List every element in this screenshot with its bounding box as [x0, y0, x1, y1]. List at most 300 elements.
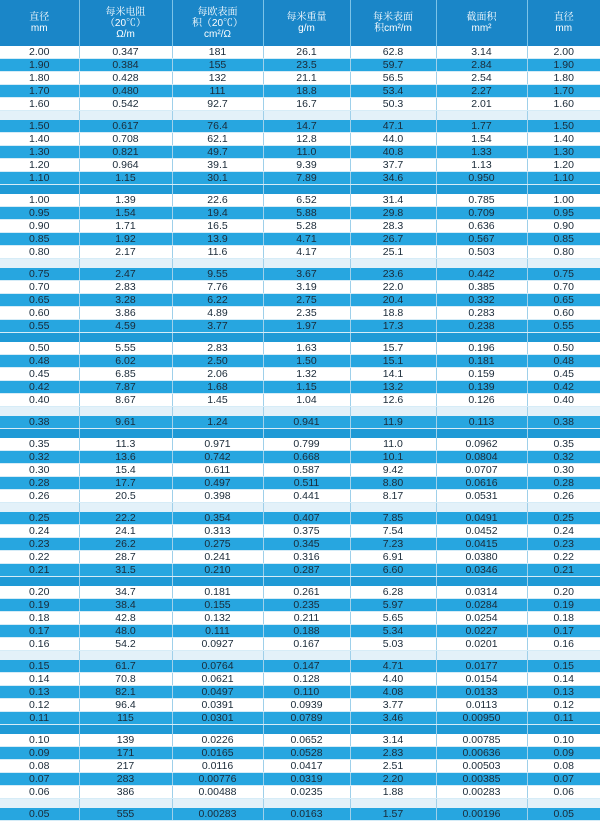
separator-cell — [350, 799, 436, 809]
cell-cross-section: 2.01 — [436, 98, 527, 111]
cell-cross-section: 3.14 — [436, 46, 527, 59]
group-separator — [0, 503, 600, 513]
separator-cell — [436, 259, 527, 269]
cell-cross-section: 1.33 — [436, 146, 527, 159]
cell-surface-per-meter: 8.17 — [350, 490, 436, 503]
cell-weight: 11.0 — [263, 146, 350, 159]
cell-resistance: 6.85 — [79, 368, 172, 381]
cell-diameter-right: 0.85 — [527, 233, 600, 246]
cell-weight: 0.511 — [263, 477, 350, 490]
separator-cell — [350, 429, 436, 439]
cell-diameter-right: 0.09 — [527, 747, 600, 760]
cell-cross-section: 2.84 — [436, 59, 527, 72]
cell-diameter: 2.00 — [0, 46, 79, 59]
cell-surface-per-ohm: 111 — [172, 85, 263, 98]
cell-surface-per-meter: 47.1 — [350, 120, 436, 133]
cell-weight: 12.8 — [263, 133, 350, 146]
separator-cell — [172, 799, 263, 809]
cell-diameter-right: 0.08 — [527, 760, 600, 773]
cell-cross-section: 0.0177 — [436, 660, 527, 673]
cell-diameter-right: 1.60 — [527, 98, 600, 111]
cell-surface-per-meter: 18.8 — [350, 307, 436, 320]
cell-surface-per-ohm: 0.111 — [172, 625, 263, 638]
header-line: 每米表面 — [373, 12, 413, 23]
cell-surface-per-ohm: 0.398 — [172, 490, 263, 503]
cell-surface-per-ohm: 0.497 — [172, 477, 263, 490]
separator-cell — [172, 111, 263, 121]
cell-cross-section: 0.442 — [436, 268, 527, 281]
cell-surface-per-ohm: 2.50 — [172, 355, 263, 368]
group-separator — [0, 429, 600, 439]
cell-weight: 0.188 — [263, 625, 350, 638]
cell-surface-per-ohm: 0.275 — [172, 538, 263, 551]
cell-diameter-right: 1.80 — [527, 72, 600, 85]
cell-weight: 0.261 — [263, 586, 350, 599]
cell-resistance: 42.8 — [79, 612, 172, 625]
cell-cross-section: 0.0415 — [436, 538, 527, 551]
separator-cell — [350, 333, 436, 343]
cell-resistance: 0.617 — [79, 120, 172, 133]
cell-cross-section: 0.0254 — [436, 612, 527, 625]
cell-diameter-right: 1.70 — [527, 85, 600, 98]
cell-resistance: 48.0 — [79, 625, 172, 638]
cell-surface-per-ohm: 0.0497 — [172, 686, 263, 699]
cell-weight: 0.0163 — [263, 808, 350, 821]
cell-cross-section: 0.0284 — [436, 599, 527, 612]
cell-resistance: 17.7 — [79, 477, 172, 490]
cell-resistance: 3.86 — [79, 307, 172, 320]
cell-surface-per-meter: 31.4 — [350, 194, 436, 207]
cell-diameter: 1.00 — [0, 194, 79, 207]
separator-cell — [527, 407, 600, 417]
separator-cell — [172, 429, 263, 439]
cell-weight: 9.39 — [263, 159, 350, 172]
cell-diameter: 1.60 — [0, 98, 79, 111]
table-row — [0, 564, 600, 577]
cell-diameter-right: 0.10 — [527, 734, 600, 747]
separator-cell — [527, 577, 600, 587]
cell-diameter: 1.90 — [0, 59, 79, 72]
separator-cell — [263, 259, 350, 269]
separator-cell — [436, 651, 527, 661]
cell-surface-per-meter: 4.08 — [350, 686, 436, 699]
cell-diameter-right: 0.06 — [527, 786, 600, 799]
separator-cell — [79, 259, 172, 269]
cell-diameter: 0.08 — [0, 760, 79, 773]
cell-surface-per-meter: 3.77 — [350, 699, 436, 712]
table-row — [0, 638, 600, 651]
separator-cell — [436, 725, 527, 735]
cell-weight: 0.0939 — [263, 699, 350, 712]
cell-surface-per-ohm: 39.1 — [172, 159, 263, 172]
cell-weight: 0.0652 — [263, 734, 350, 747]
cell-surface-per-ohm: 0.0301 — [172, 712, 263, 725]
cell-surface-per-ohm: 11.6 — [172, 246, 263, 259]
cell-diameter-right: 0.40 — [527, 394, 600, 407]
cell-surface-per-ohm: 181 — [172, 46, 263, 59]
cell-resistance: 5.55 — [79, 342, 172, 355]
table-row — [0, 281, 600, 294]
cell-surface-per-ohm: 30.1 — [172, 172, 263, 185]
header-line: 每欧表面 — [197, 6, 238, 18]
header-line: Ω/m — [116, 28, 135, 40]
cell-resistance: 2.17 — [79, 246, 172, 259]
cell-surface-per-meter: 2.20 — [350, 773, 436, 786]
cell-weight: 0.0417 — [263, 760, 350, 773]
cell-diameter-right: 0.38 — [527, 416, 600, 429]
cell-diameter-right: 0.70 — [527, 281, 600, 294]
cell-diameter-right: 0.15 — [527, 660, 600, 673]
cell-weight: 1.97 — [263, 320, 350, 333]
group-separator — [0, 111, 600, 121]
header-line: 每米电阻 — [105, 6, 146, 18]
cell-diameter-right: 0.80 — [527, 246, 600, 259]
cell-surface-per-ohm: 0.0764 — [172, 660, 263, 673]
cell-diameter: 0.42 — [0, 381, 79, 394]
cell-cross-section: 0.332 — [436, 294, 527, 307]
header-resistance-per-meter — [79, 0, 172, 46]
cell-cross-section: 0.709 — [436, 207, 527, 220]
separator-cell — [436, 577, 527, 587]
cell-weight: 4.17 — [263, 246, 350, 259]
separator-cell — [172, 259, 263, 269]
cell-surface-per-meter: 6.28 — [350, 586, 436, 599]
cell-diameter: 1.80 — [0, 72, 79, 85]
cell-resistance: 54.2 — [79, 638, 172, 651]
group-separator — [0, 651, 600, 661]
cell-weight: 14.7 — [263, 120, 350, 133]
cell-diameter: 0.45 — [0, 368, 79, 381]
cell-diameter: 0.17 — [0, 625, 79, 638]
cell-diameter: 1.40 — [0, 133, 79, 146]
cell-diameter-right: 1.10 — [527, 172, 600, 185]
cell-diameter: 0.40 — [0, 394, 79, 407]
cell-resistance: 15.4 — [79, 464, 172, 477]
cell-cross-section: 0.0346 — [436, 564, 527, 577]
table-row — [0, 381, 600, 394]
cell-resistance: 139 — [79, 734, 172, 747]
cell-diameter: 0.18 — [0, 612, 79, 625]
cell-cross-section: 0.00503 — [436, 760, 527, 773]
cell-surface-per-ohm: 6.22 — [172, 294, 263, 307]
header-cross-section — [436, 0, 527, 46]
cell-weight: 0.167 — [263, 638, 350, 651]
separator-cell — [263, 577, 350, 587]
cell-diameter: 0.80 — [0, 246, 79, 259]
cell-diameter-right: 0.21 — [527, 564, 600, 577]
separator-cell — [79, 799, 172, 809]
separator-cell — [350, 407, 436, 417]
cell-diameter-right: 0.55 — [527, 320, 600, 333]
table-row — [0, 438, 600, 451]
cell-weight: 0.147 — [263, 660, 350, 673]
header-line: 积cm²/m — [374, 23, 412, 34]
cell-cross-section: 0.0133 — [436, 686, 527, 699]
cell-diameter: 0.09 — [0, 747, 79, 760]
cell-resistance: 0.347 — [79, 46, 172, 59]
cell-surface-per-meter: 4.71 — [350, 660, 436, 673]
cell-resistance: 386 — [79, 786, 172, 799]
separator-cell — [79, 185, 172, 195]
separator-cell — [0, 651, 79, 661]
cell-surface-per-meter: 10.1 — [350, 451, 436, 464]
header-diameter-mm-right — [527, 0, 600, 46]
separator-cell — [527, 429, 600, 439]
cell-resistance: 1.71 — [79, 220, 172, 233]
cell-surface-per-meter: 25.1 — [350, 246, 436, 259]
cell-weight: 0.407 — [263, 512, 350, 525]
cell-diameter: 0.55 — [0, 320, 79, 333]
table-row — [0, 355, 600, 368]
table-row — [0, 808, 600, 821]
cell-surface-per-meter: 7.85 — [350, 512, 436, 525]
cell-resistance: 171 — [79, 747, 172, 760]
separator-cell — [263, 651, 350, 661]
cell-surface-per-meter: 5.03 — [350, 638, 436, 651]
cell-resistance: 28.7 — [79, 551, 172, 564]
group-separator — [0, 259, 600, 269]
cell-surface-per-ohm: 0.0226 — [172, 734, 263, 747]
cell-weight: 0.110 — [263, 686, 350, 699]
separator-cell — [79, 577, 172, 587]
cell-resistance: 20.5 — [79, 490, 172, 503]
table-row — [0, 551, 600, 564]
cell-cross-section: 0.0227 — [436, 625, 527, 638]
cell-surface-per-meter: 20.4 — [350, 294, 436, 307]
table-row — [0, 734, 600, 747]
cell-diameter-right: 0.24 — [527, 525, 600, 538]
cell-diameter: 0.19 — [0, 599, 79, 612]
cell-resistance: 2.47 — [79, 268, 172, 281]
cell-diameter-right: 1.40 — [527, 133, 600, 146]
cell-cross-section: 0.0380 — [436, 551, 527, 564]
cell-weight: 0.211 — [263, 612, 350, 625]
cell-surface-per-meter: 4.40 — [350, 673, 436, 686]
header-line: （20℃） — [104, 17, 147, 29]
separator-cell — [263, 333, 350, 343]
separator-cell — [350, 651, 436, 661]
cell-diameter-right: 1.50 — [527, 120, 600, 133]
cell-weight: 0.0528 — [263, 747, 350, 760]
cell-diameter-right: 0.65 — [527, 294, 600, 307]
cell-resistance: 4.59 — [79, 320, 172, 333]
table-row — [0, 172, 600, 185]
header-diameter-mm — [0, 0, 79, 46]
cell-resistance: 38.4 — [79, 599, 172, 612]
cell-diameter-right: 0.32 — [527, 451, 600, 464]
cell-diameter: 0.35 — [0, 438, 79, 451]
cell-weight: 1.04 — [263, 394, 350, 407]
cell-cross-section: 0.00283 — [436, 786, 527, 799]
cell-cross-section: 0.283 — [436, 307, 527, 320]
cell-diameter: 0.05 — [0, 808, 79, 821]
cell-cross-section: 0.196 — [436, 342, 527, 355]
cell-cross-section: 0.567 — [436, 233, 527, 246]
cell-surface-per-ohm: 0.0927 — [172, 638, 263, 651]
separator-cell — [263, 725, 350, 735]
cell-diameter-right: 0.75 — [527, 268, 600, 281]
cell-surface-per-ohm: 0.00776 — [172, 773, 263, 786]
cell-surface-per-ohm: 0.0116 — [172, 760, 263, 773]
cell-surface-per-meter: 50.3 — [350, 98, 436, 111]
cell-cross-section: 0.0314 — [436, 586, 527, 599]
separator-cell — [172, 725, 263, 735]
table-row — [0, 699, 600, 712]
cell-diameter-right: 0.17 — [527, 625, 600, 638]
cell-surface-per-meter: 6.60 — [350, 564, 436, 577]
cell-diameter: 0.95 — [0, 207, 79, 220]
separator-cell — [0, 429, 79, 439]
cell-diameter-right: 0.30 — [527, 464, 600, 477]
cell-surface-per-ohm: 0.00488 — [172, 786, 263, 799]
separator-cell — [436, 111, 527, 121]
cell-diameter: 0.12 — [0, 699, 79, 712]
cell-surface-per-meter: 17.3 — [350, 320, 436, 333]
cell-weight: 5.28 — [263, 220, 350, 233]
cell-weight: 21.1 — [263, 72, 350, 85]
cell-cross-section: 0.503 — [436, 246, 527, 259]
cell-diameter-right: 0.16 — [527, 638, 600, 651]
cell-diameter: 1.30 — [0, 146, 79, 159]
table-row — [0, 207, 600, 220]
cell-resistance: 11.3 — [79, 438, 172, 451]
group-separator — [0, 725, 600, 735]
cell-cross-section: 2.54 — [436, 72, 527, 85]
cell-surface-per-meter: 1.57 — [350, 808, 436, 821]
table-row — [0, 451, 600, 464]
cell-diameter-right: 0.42 — [527, 381, 600, 394]
cell-cross-section: 1.54 — [436, 133, 527, 146]
group-separator — [0, 185, 600, 195]
cell-resistance: 7.87 — [79, 381, 172, 394]
cell-diameter: 0.50 — [0, 342, 79, 355]
separator-cell — [0, 333, 79, 343]
cell-resistance: 3.28 — [79, 294, 172, 307]
header-line: 直径 — [553, 12, 574, 23]
cell-surface-per-meter: 2.83 — [350, 747, 436, 760]
cell-surface-per-ohm: 0.611 — [172, 464, 263, 477]
cell-surface-per-meter: 13.2 — [350, 381, 436, 394]
cell-weight: 3.19 — [263, 281, 350, 294]
table-row — [0, 599, 600, 612]
table-row — [0, 85, 600, 98]
cell-resistance: 0.964 — [79, 159, 172, 172]
cell-cross-section: 0.00385 — [436, 773, 527, 786]
cell-surface-per-meter: 23.6 — [350, 268, 436, 281]
header-line: mm — [30, 23, 48, 34]
cell-diameter: 0.11 — [0, 712, 79, 725]
table-row — [0, 712, 600, 725]
cell-cross-section: 1.13 — [436, 159, 527, 172]
separator-cell — [263, 429, 350, 439]
table-row — [0, 220, 600, 233]
cell-cross-section: 0.385 — [436, 281, 527, 294]
cell-resistance: 0.542 — [79, 98, 172, 111]
cell-cross-section: 0.0113 — [436, 699, 527, 712]
cell-surface-per-meter: 53.4 — [350, 85, 436, 98]
cell-weight: 0.441 — [263, 490, 350, 503]
cell-diameter: 1.10 — [0, 172, 79, 185]
cell-weight: 0.0319 — [263, 773, 350, 786]
table-row — [0, 686, 600, 699]
cell-diameter: 0.07 — [0, 773, 79, 786]
cell-diameter: 0.38 — [0, 416, 79, 429]
cell-weight: 18.8 — [263, 85, 350, 98]
separator-cell — [172, 651, 263, 661]
cell-surface-per-meter: 40.8 — [350, 146, 436, 159]
cell-diameter: 0.20 — [0, 586, 79, 599]
cell-surface-per-meter: 62.8 — [350, 46, 436, 59]
cell-diameter: 0.85 — [0, 233, 79, 246]
cell-surface-per-ohm: 0.241 — [172, 551, 263, 564]
cell-surface-per-meter: 8.80 — [350, 477, 436, 490]
cell-weight: 0.316 — [263, 551, 350, 564]
table-row — [0, 72, 600, 85]
table-header-row — [0, 0, 600, 46]
separator-cell — [350, 185, 436, 195]
table-row — [0, 342, 600, 355]
cell-cross-section: 0.636 — [436, 220, 527, 233]
cell-cross-section: 0.00950 — [436, 712, 527, 725]
cell-surface-per-ohm: 0.132 — [172, 612, 263, 625]
separator-cell — [79, 429, 172, 439]
separator-cell — [79, 725, 172, 735]
table-row — [0, 416, 600, 429]
separator-cell — [172, 503, 263, 513]
cell-surface-per-ohm: 0.00283 — [172, 808, 263, 821]
cell-weight: 7.89 — [263, 172, 350, 185]
separator-cell — [527, 503, 600, 513]
table-row — [0, 673, 600, 686]
cell-diameter-right: 0.18 — [527, 612, 600, 625]
table-row — [0, 368, 600, 381]
cell-surface-per-ohm: 0.0391 — [172, 699, 263, 712]
separator-cell — [436, 799, 527, 809]
cell-cross-section: 0.0201 — [436, 638, 527, 651]
cell-surface-per-ohm: 0.742 — [172, 451, 263, 464]
cell-resistance: 1.15 — [79, 172, 172, 185]
cell-surface-per-ohm: 1.68 — [172, 381, 263, 394]
cell-surface-per-meter: 15.1 — [350, 355, 436, 368]
separator-cell — [172, 333, 263, 343]
separator-cell — [0, 185, 79, 195]
group-separator — [0, 333, 600, 343]
cell-diameter-right: 0.50 — [527, 342, 600, 355]
cell-weight: 26.1 — [263, 46, 350, 59]
cell-diameter: 1.70 — [0, 85, 79, 98]
cell-diameter: 1.20 — [0, 159, 79, 172]
cell-surface-per-meter: 9.42 — [350, 464, 436, 477]
table-row — [0, 59, 600, 72]
cell-weight: 0.235 — [263, 599, 350, 612]
cell-resistance: 1.39 — [79, 194, 172, 207]
cell-diameter: 0.21 — [0, 564, 79, 577]
cell-cross-section: 0.181 — [436, 355, 527, 368]
cell-surface-per-meter: 29.8 — [350, 207, 436, 220]
header-line: 积（20℃） — [191, 17, 244, 29]
cell-cross-section: 0.0804 — [436, 451, 527, 464]
cell-weight: 0.0235 — [263, 786, 350, 799]
separator-cell — [436, 333, 527, 343]
cell-surface-per-meter: 5.97 — [350, 599, 436, 612]
separator-cell — [263, 799, 350, 809]
cell-surface-per-ohm: 0.0165 — [172, 747, 263, 760]
separator-cell — [79, 407, 172, 417]
cell-surface-per-ohm: 0.181 — [172, 586, 263, 599]
table-row — [0, 660, 600, 673]
cell-surface-per-meter: 7.54 — [350, 525, 436, 538]
cell-surface-per-ohm: 132 — [172, 72, 263, 85]
